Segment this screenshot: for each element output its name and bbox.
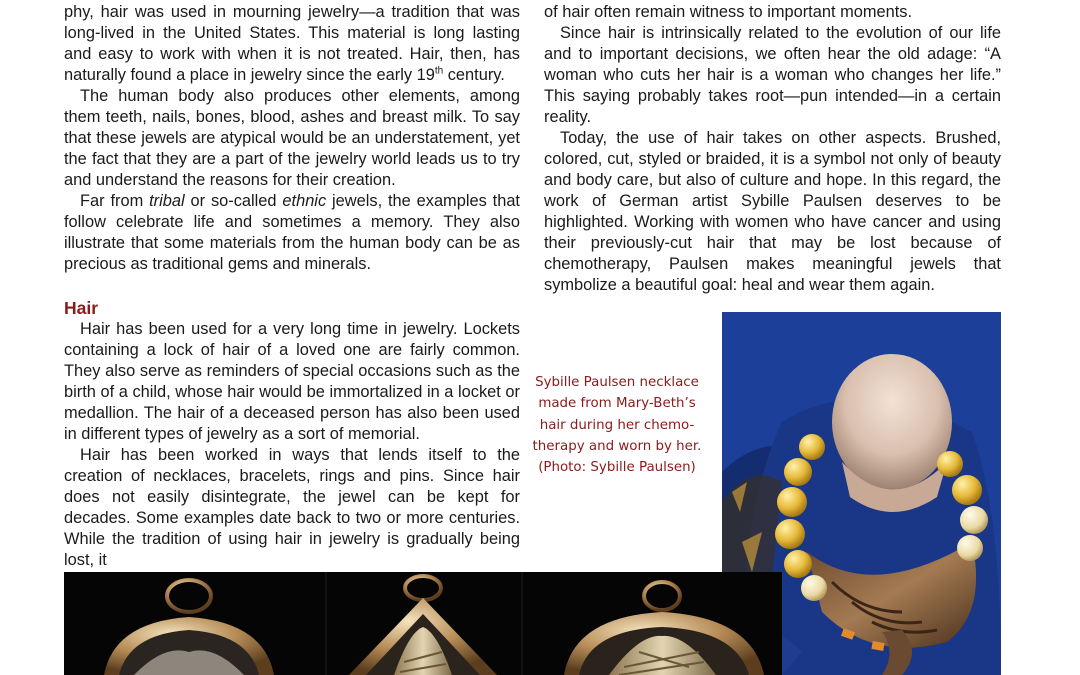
paragraph-witness: of hair often remain witness to important moments. [544, 3, 913, 21]
superscript-th: th [434, 65, 444, 77]
paragraph-tribal-ethnic [64, 191, 520, 275]
section-heading-hair: Hair [64, 298, 99, 318]
text-fragment: or so-called [184, 192, 283, 210]
paragraph-old-adage: Since hair is intrinsically related to the evolution of our life and to important decisions, we often hear the old adage: “A woman who cuts her hair is a woman who changes her life.” This saying probably takes root—pun intended—in a certain reality. [544, 24, 1001, 126]
left-column [64, 0, 520, 571]
text-fragment: Far from [80, 192, 150, 210]
paragraph-mourning-jewelry [64, 2, 520, 86]
caption-line: made from Mary-Beth’s [538, 396, 696, 412]
hair-lockets-illustration [64, 572, 782, 675]
paragraph-sybille-paulsen: Today, the use of hair takes on other aspects. Brushed, colored, cut, styled or braided, it is a symbol not only of beauty and body care, but also of culture and hope. In this regard, the work of German artist Sybille Paulsen deserves to be highlighted. Working with women who have cancer and using their previously-cut hair that may be lost because of chemotherapy, Paulsen makes meaningful jewels that symbolize a beautiful goal: heal and wear them again. [544, 129, 1001, 294]
paragraph-lockets: Hair has been used for a very long time in jewelry. Lockets containing a lock of hair of a loved one are fairly common. They also serve as reminders of special occasions such as the birth of a child, whose hair would be immortalized in a locket or medallion. The hair of a deceased person has also been used in different types of jewelry as a sort of memorial. [64, 320, 520, 443]
caption-line: therapy and worn by her. [532, 438, 702, 454]
caption-line: (Photo: Sybille Paulsen) [538, 460, 696, 476]
text-fragment: jewels, the examples that follow celebrate life and sometimes a memory. They also illustrate that some materials from the human body can be as precious as traditional gems and minerals. [64, 192, 520, 273]
paragraph-hair-worked: Hair has been worked in ways that lends itself to the creation of necklaces, bracelets, rings and pins. Since hair does not easily disintegrate, the jewel can be kept for decades. Some examples date back to two or more centuries. While the tradition of using hair in jewelry is gradually being lost, it [64, 446, 520, 569]
caption-line: hair during her chemo- [539, 417, 695, 433]
italic-ethnic: ethnic [282, 192, 327, 210]
caption-line: Sybille Paulsen necklace [535, 375, 699, 390]
hair-lockets-photo [64, 572, 782, 675]
italic-tribal: tribal [149, 192, 185, 210]
photo-caption [524, 372, 710, 478]
paragraph-body-elements: The human body also produces other elements, among them teeth, nails, bones, blood, ashes and breast milk. To say that these jewels are atypical would be an understatement, yet the fact that they are a part of the jewelry world leads us to try and understand the reasons for their creation. [64, 87, 520, 189]
right-column [544, 0, 1001, 296]
paragraph-text: phy, hair was used in mourning jewelry—a tradition that was long-lived in the United States. This material is long lasting and easy to work with when it is not treated. Hair, then, has naturally found a place in jewelry since the early 19 [64, 3, 520, 84]
paragraph-text-end: century. [443, 66, 505, 84]
